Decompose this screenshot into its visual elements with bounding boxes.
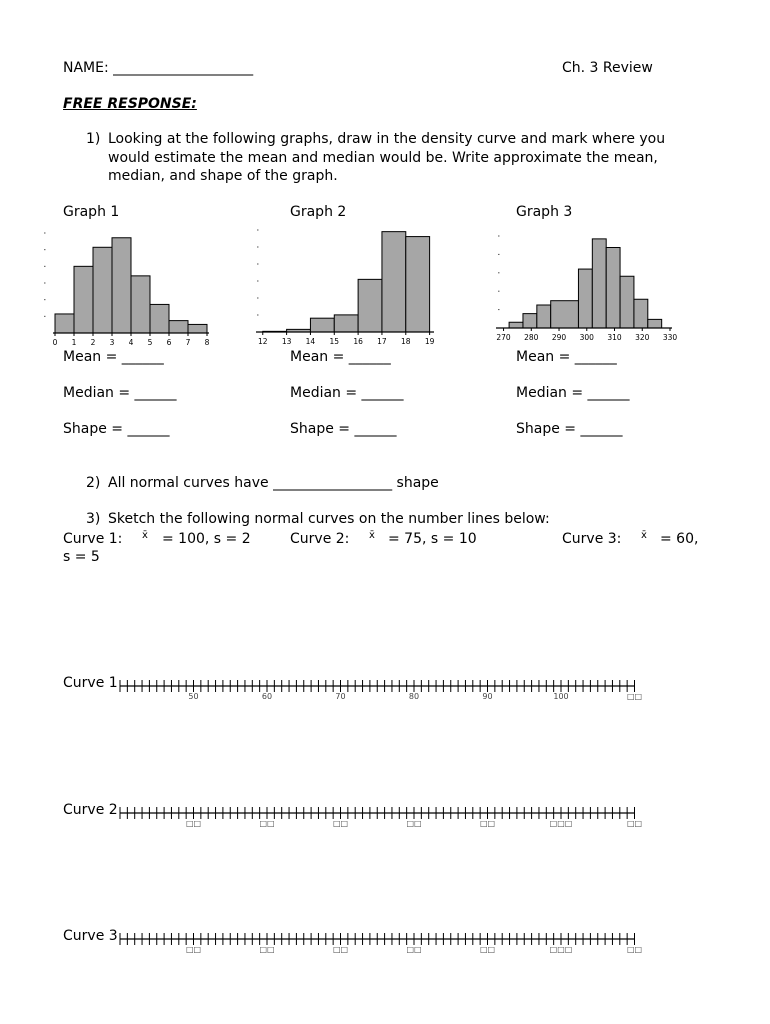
histogram-bar	[606, 248, 620, 329]
x-tick-label: 12	[257, 337, 268, 346]
number-line-tick-label: □□	[479, 819, 496, 828]
number-line-tick-label: 70	[335, 692, 346, 701]
curve1-number-line	[116, 675, 643, 705]
graph3-title: Graph 3	[516, 204, 573, 220]
number-line-tick-label: □□	[259, 819, 275, 828]
graph3-mean: Mean = ______	[516, 349, 617, 365]
histogram-bar	[648, 319, 662, 328]
xbar-symbol: x̄	[369, 530, 375, 541]
curve3-params-cont: s = 5	[63, 549, 100, 565]
number-line-tick-label: 60	[261, 692, 273, 701]
graph1-title: Graph 1	[63, 204, 120, 220]
curve1-label: Curve 1	[63, 675, 118, 691]
histogram-bar	[406, 237, 430, 332]
x-tick-label: 0	[52, 338, 58, 347]
number-line-tick-label: □□□	[549, 819, 573, 828]
histogram-bar	[578, 269, 592, 328]
x-tick-label: 320	[635, 333, 650, 342]
x-tick-label: 17	[377, 337, 387, 346]
x-tick-label: 18	[401, 337, 411, 346]
number-line-tick-label: 90	[482, 692, 493, 701]
graph2-median: Median = ______	[290, 385, 404, 401]
graph3-median: Median = ______	[516, 385, 630, 401]
q1-text: Looking at the following graphs, draw in the density curve and mark where you would estimate the mean and median would be. Write approximate the mean, median, and shape of the graph.	[108, 131, 666, 184]
xbar-symbol: x̄	[641, 530, 647, 541]
number-line-tick-label: □□	[626, 692, 643, 701]
x-tick-label: 4	[128, 338, 134, 347]
graph1-shape: Shape = ______	[63, 421, 170, 437]
graph2-shape: Shape = ______	[290, 421, 397, 437]
number-line-tick-label: 80	[408, 692, 420, 701]
histogram-bar	[112, 238, 131, 333]
histogram-bar	[551, 301, 579, 328]
xbar-symbol: x̄	[142, 530, 148, 541]
histogram-bar	[334, 315, 358, 332]
histogram-bar	[634, 299, 648, 328]
section-title: FREE RESPONSE:	[63, 96, 197, 112]
curve2-label: Curve 2	[63, 802, 118, 818]
x-tick-label: 7	[185, 338, 191, 347]
number-line-tick-label: □□	[185, 819, 202, 828]
curve1-param-label: Curve 1:	[63, 531, 123, 547]
graph1-histogram	[40, 228, 220, 348]
x-tick-label: 1	[71, 338, 77, 347]
number-line-tick-label: □□	[185, 945, 202, 954]
graph2-title: Graph 2	[290, 204, 347, 220]
x-tick-label: 5	[147, 338, 153, 347]
x-tick-label: 280	[524, 333, 539, 342]
x-tick-label: 290	[551, 333, 567, 342]
x-tick-label: 330	[662, 333, 678, 342]
number-line-tick-label: □□	[332, 819, 349, 828]
curve3-param-label: Curve 3:	[562, 531, 622, 547]
q1-number: 1)	[86, 131, 101, 147]
curve1-params: = 100, s = 2	[162, 531, 251, 547]
graph3-histogram	[494, 228, 676, 346]
x-tick-label: 19	[424, 337, 435, 346]
x-tick-label: 3	[109, 338, 115, 347]
chapter-title: Ch. 3 Review	[562, 60, 653, 76]
histogram-bar	[620, 276, 634, 328]
x-tick-label: 300	[579, 333, 594, 342]
histogram-bar	[523, 314, 537, 328]
x-tick-label: 13	[281, 337, 292, 346]
histogram-bar	[382, 232, 406, 332]
number-line-tick-label: □□	[259, 945, 275, 954]
histogram-bar	[537, 305, 551, 328]
number-line-tick-label: 50	[188, 692, 199, 701]
histogram-bar	[93, 247, 112, 333]
curve3-number-line	[116, 928, 643, 958]
histogram-bar	[55, 314, 74, 333]
x-tick-label: 16	[353, 337, 363, 346]
curve2-params: = 75, s = 10	[388, 531, 477, 547]
graph2-histogram	[252, 222, 442, 348]
name-field-label: NAME: ____________________	[63, 60, 254, 76]
q3-number: 3)	[86, 511, 101, 527]
number-line-tick-label: □□□	[549, 945, 573, 954]
histogram-bar	[509, 322, 523, 328]
x-tick-label: 310	[607, 333, 622, 342]
x-tick-label: 8	[204, 338, 210, 347]
histogram-bar	[188, 324, 207, 333]
histogram-bar	[169, 321, 188, 333]
q3-text: Sketch the following normal curves on the number lines below:	[108, 511, 550, 527]
curve3-label: Curve 3	[63, 928, 118, 944]
x-tick-label: 270	[496, 333, 511, 342]
histogram-bar	[358, 279, 382, 332]
number-line-tick-label: □□	[332, 945, 349, 954]
histogram-bar	[150, 304, 169, 333]
x-tick-label: 15	[329, 337, 340, 346]
graph2-mean: Mean = ______	[290, 349, 391, 365]
number-line-tick-label: □□	[479, 945, 496, 954]
q2-text: All normal curves have _________________ shape	[108, 475, 439, 491]
number-line-tick-label: □□	[406, 945, 422, 954]
histogram-bar	[74, 266, 93, 333]
histogram-bar	[131, 276, 150, 333]
histogram-bar	[310, 318, 334, 332]
q2-number: 2)	[86, 475, 101, 491]
curve3-params: = 60,	[660, 531, 699, 547]
graph1-median: Median = ______	[63, 385, 177, 401]
number-line-tick-label: 100	[553, 692, 569, 701]
x-tick-label: 6	[166, 338, 172, 347]
histogram-bar	[592, 239, 606, 328]
number-line-tick-label: □□	[626, 819, 643, 828]
x-tick-label: 2	[90, 338, 96, 347]
curve2-number-line	[116, 802, 643, 832]
graph3-shape: Shape = ______	[516, 421, 623, 437]
number-line-tick-label: □□	[626, 945, 643, 954]
graph1-mean: Mean = ______	[63, 349, 164, 365]
number-line-tick-label: □□	[406, 819, 422, 828]
curve2-param-label: Curve 2:	[290, 531, 350, 547]
x-tick-label: 14	[305, 337, 316, 346]
